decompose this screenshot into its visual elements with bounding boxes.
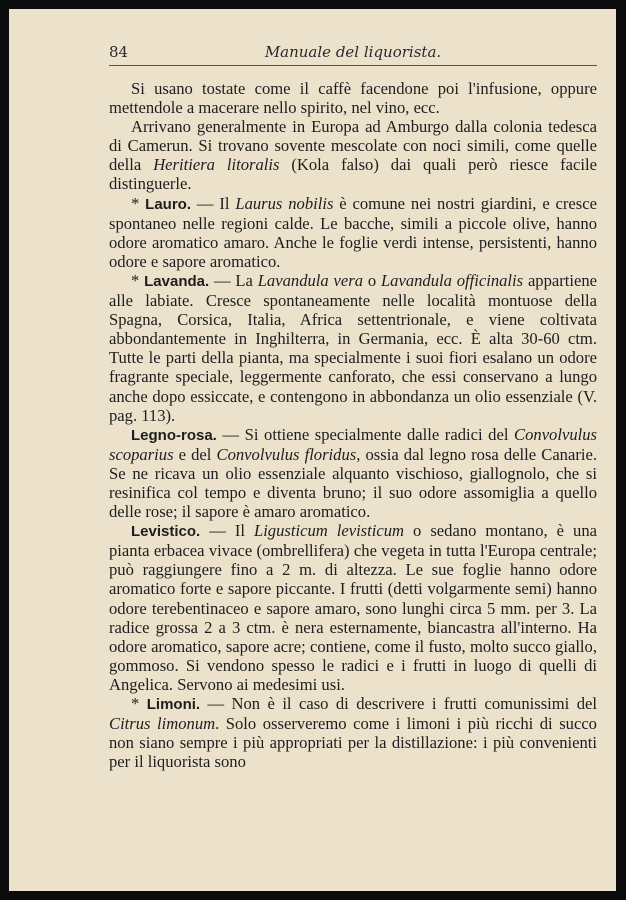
- entry-heading: Limoni.: [146, 696, 201, 713]
- entry-limoni: * Limoni. — Non è il caso di descrivere i frutti comunissimi del Citrus limonum. Solo osserveremo come i limoni i più ricchi di succo non siano sempre i più appropriati per la distillazione: i più convenienti per il liquorista sono: [109, 694, 597, 772]
- entry-lavanda: * Lavanda. — La Lavandula vera o Lavandula officinalis appartiene alle labiate. Cresce spontaneamente nelle località montuose della Spagna, Corsica, Italia, Africa settentrionale, e viene coltivata abbondantemente in Inghilterra, in Germania, ecc. È alta 30-60 ctm. Tutte le parti della pianta, ma specialmente i suoi fiori esalano un odore fragrante speciale, leggermente canforato, che essi conservano a lungo anche dopo essiccate, e contengono in abbondanza un olio essenziale (V. pag. 113).: [109, 270, 598, 425]
- entry-legno-rosa: Legno-rosa. — Si ottiene specialmente dalle radici del Convolvulus scoparius e del Convolvulus floridus, ossia dal legno rosa delle Canarie. Se ne ricava un olio essenziale alquanto vischioso, giallognolo, che si resinifica col tempo e diventa bruno; il suo odore assomiglia a quello delle rose; il sapore è amaro aromatico.: [109, 424, 597, 522]
- page-number: 84: [109, 43, 129, 61]
- paragraph-tostate: Si usano tostate come il caffè facendone poi l'infusione, oppure mettendole a macerare nello spirito, nel vino, ecc.: [109, 79, 597, 118]
- entry-levistico: Levistico. — Il Ligusticum levisticum o sedano montano, è una pianta erbacea vivace (ombrellifera) che vegeta in tutta l'Europa centrale; può raggiungere fino a 2 m. di altezza. Le sue foglie hanno odore aromatico forte e sapore piccante. I frutti (detti volgarmente semi) hanno odore terebentinaceo e sapore amaro, sono lunghi circa 5 mm. per 3. La radice grossa 2 a 3 ctm. è nera esternamente, biancastra all'interno. Ha odore aromatico, sapore acre; contiene, come il fusto, molto succo giallo, gommoso. Si vendono spesso le radici e i frutti in luogo di quelli di Angelica. Servono ai medesimi usi.: [109, 521, 597, 694]
- running-title: Manuale del liquorista.: [264, 43, 442, 61]
- page-header: [109, 37, 597, 66]
- entry-heading: Lauro.: [145, 195, 192, 213]
- page-body: [109, 79, 597, 771]
- entry-heading: Lavanda.: [144, 272, 210, 290]
- book-page: [9, 9, 616, 891]
- entry-heading: Levistico.: [131, 523, 201, 541]
- entry-lauro: * Lauro. — Il Laurus nobilis è comune nei nostri giardini, e cresce spontaneo nelle regioni calde. Le bacche, simili a piccole olive, hanno odore aromatico amaro. Anche le foglie verdi intense, persistenti, hanno odore e sapore aromatico.: [109, 193, 597, 271]
- entry-heading: Legno-rosa.: [131, 426, 217, 444]
- paragraph-camerun: Arrivano generalmente in Europa ad Amburgo dalla colonia tedesca di Camerun. Si trovano sovente mescolate con noci simili, come quelle della Heritiera litoralis (Kola falso) dai quali però riesce facile distinguerle.: [109, 117, 597, 194]
